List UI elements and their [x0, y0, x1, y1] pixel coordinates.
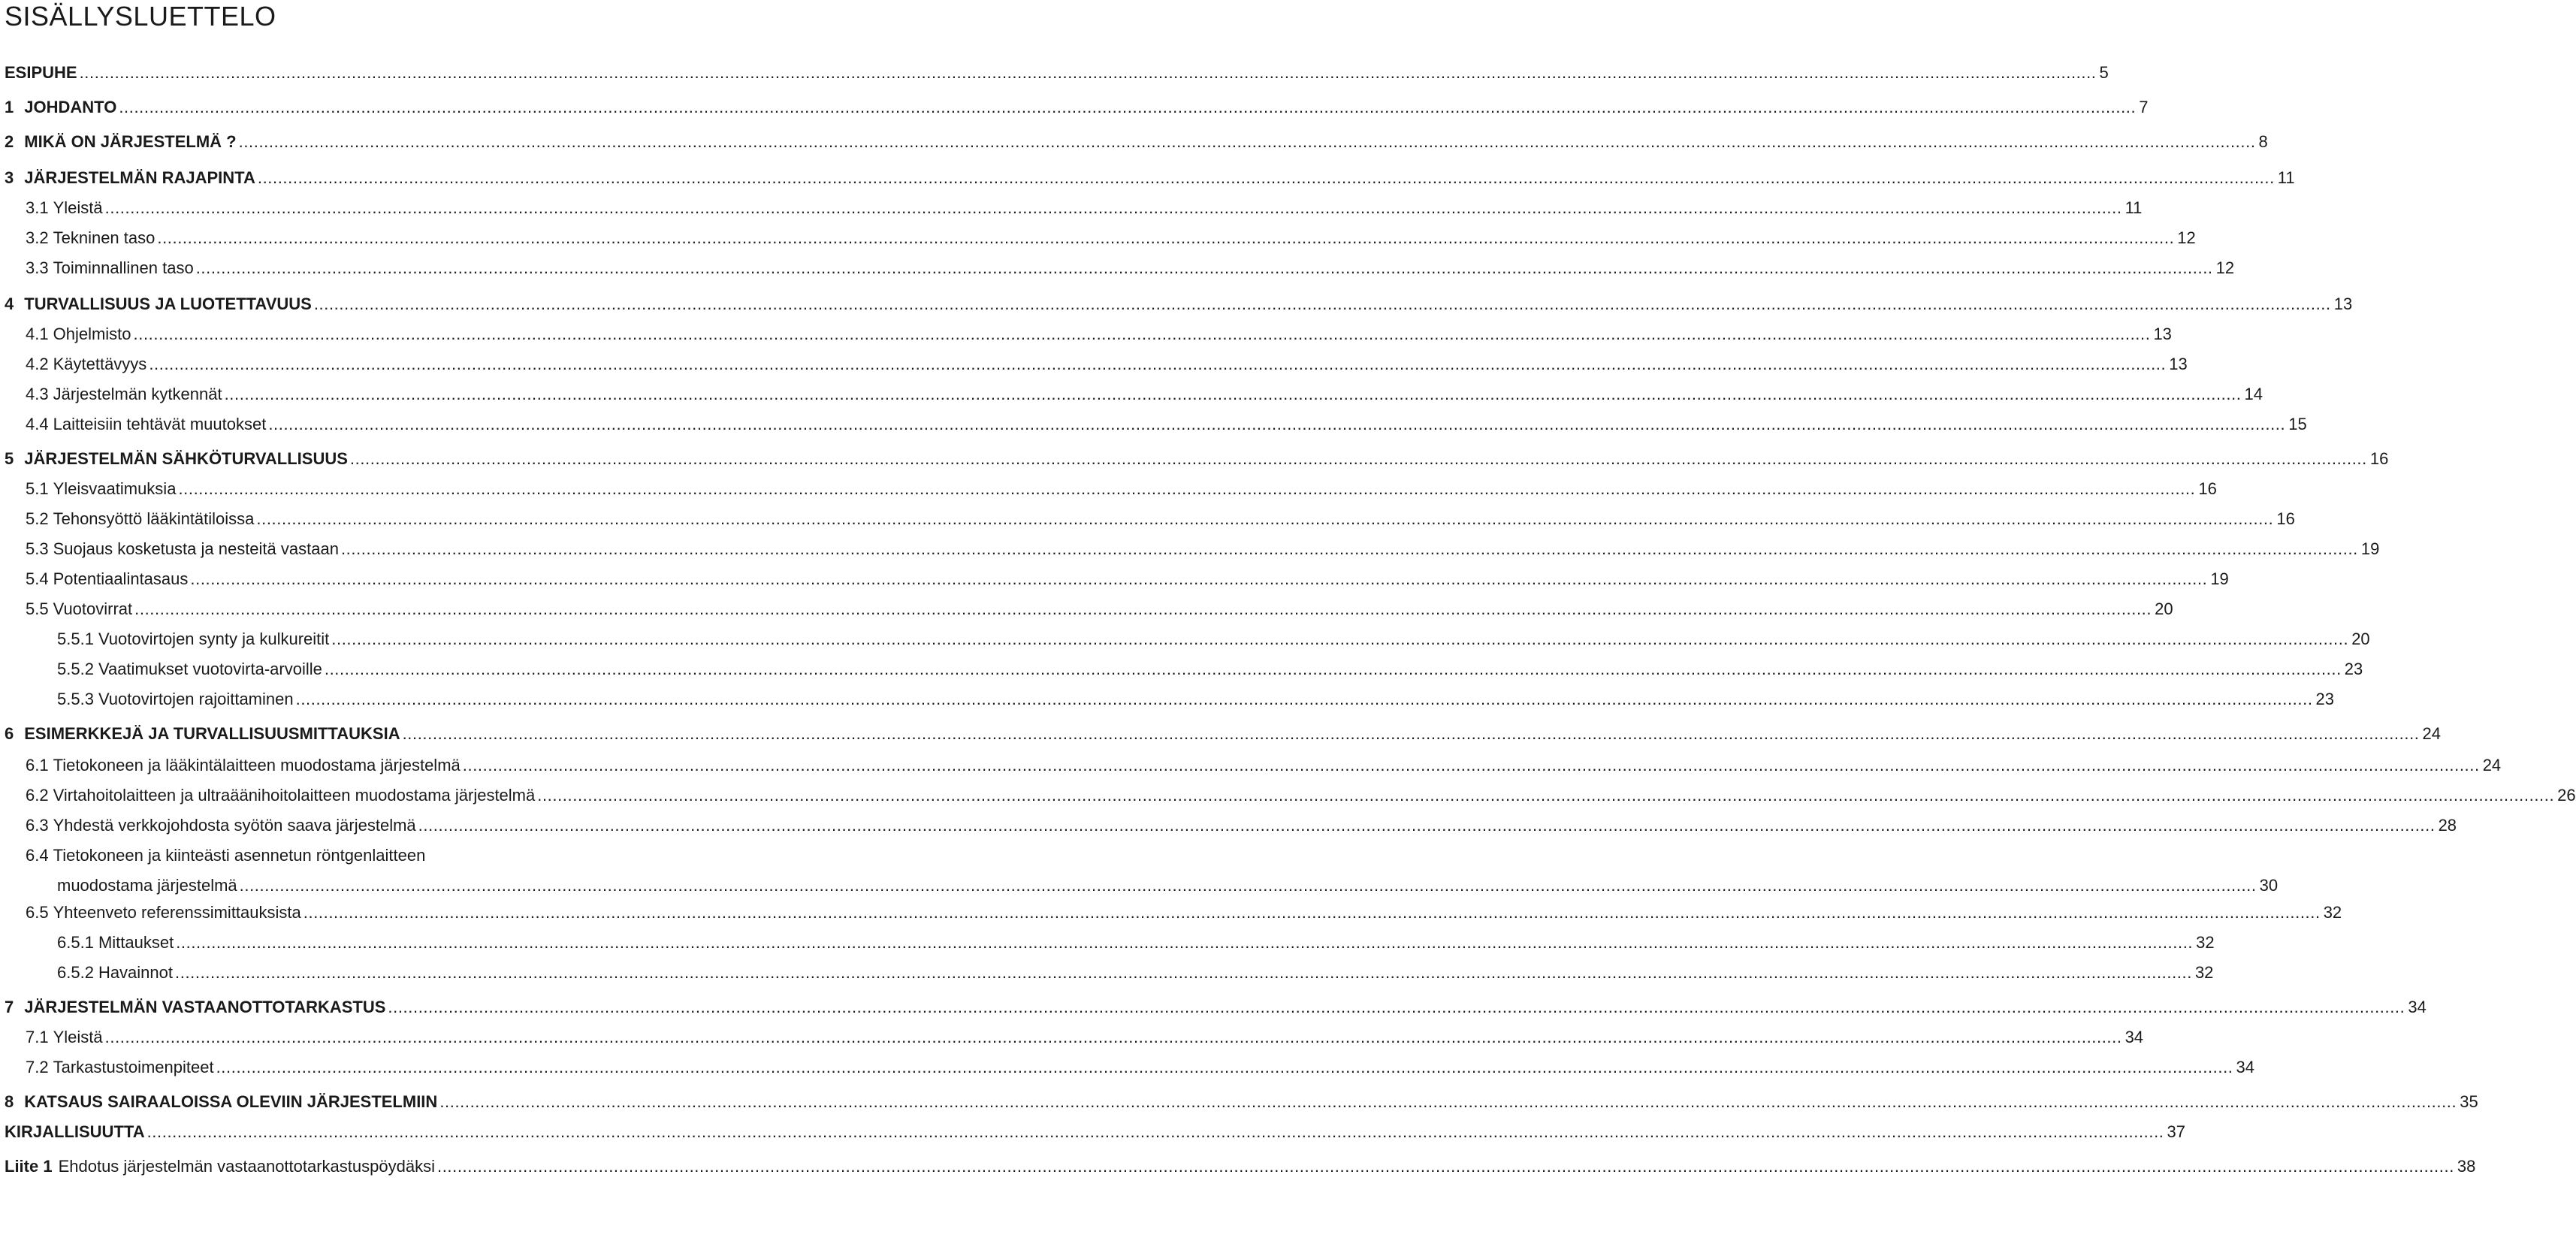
dot-leader: ................................................................................................................................................................................................................................................................................................................................................................................................................ — [175, 963, 2192, 982]
toc-entry-number: 7.2 — [26, 1058, 49, 1076]
toc-entry-number: 5.5.2 — [57, 660, 94, 678]
dot-leader: ................................................................................................................................................................................................................................................................................................................................................................................................................ — [537, 786, 2555, 805]
toc-entry-page: 19 — [2360, 539, 2380, 558]
toc-entry[interactable] — [5, 168, 2295, 188]
toc-entry-page: 16 — [2198, 479, 2217, 498]
dot-leader: ................................................................................................................................................................................................................................................................................................................................................................................................................ — [216, 1058, 2233, 1076]
toc-entry-page: 14 — [2244, 385, 2263, 403]
toc-entry-page: 13 — [2169, 355, 2188, 373]
toc-entry[interactable] — [26, 569, 2229, 589]
toc-entry-title: Ohjelmisto — [53, 325, 131, 343]
toc-entry[interactable] — [26, 903, 2342, 922]
toc-entry[interactable] — [26, 599, 2173, 619]
toc-entry-title: Mittaukset — [98, 933, 174, 952]
toc-entry[interactable] — [26, 1058, 2254, 1077]
dot-leader: ................................................................................................................................................................................................................................................................................................................................................................................................................ — [462, 756, 2480, 774]
dot-leader: ................................................................................................................................................................................................................................................................................................................................................................................................................ — [178, 479, 2196, 498]
toc-entry-title: JÄRJESTELMÄN RAJAPINTA — [24, 168, 255, 187]
toc-entry-page: 24 — [2482, 756, 2502, 774]
toc-entry-page: 12 — [2177, 228, 2196, 247]
toc-entry[interactable] — [57, 963, 2214, 983]
toc-entry-number: 4.4 — [26, 415, 49, 433]
toc-entry-number: 8 — [5, 1092, 14, 1111]
dot-leader: ................................................................................................................................................................................................................................................................................................................................................................................................................ — [190, 569, 2208, 588]
dot-leader: ................................................................................................................................................................................................................................................................................................................................................................................................................ — [134, 599, 2152, 618]
dot-leader: ................................................................................................................................................................................................................................................................................................................................................................................................................ — [104, 198, 2122, 217]
toc-entry-page: 34 — [2408, 998, 2427, 1016]
toc-entry[interactable] — [26, 846, 2279, 895]
toc-entry-page: 20 — [2155, 599, 2173, 618]
toc-entry[interactable] — [5, 294, 2353, 314]
toc-entry-number: 6.5.1 — [57, 933, 94, 952]
toc-entry[interactable] — [5, 132, 2268, 152]
toc-entry-title: Tarkastustoimenpiteet — [53, 1058, 214, 1076]
toc-entry-number: 4 — [5, 294, 14, 313]
toc-entry[interactable] — [26, 479, 2217, 499]
toc-entry-page: 34 — [2125, 1028, 2144, 1046]
toc-entry[interactable] — [26, 786, 2576, 805]
dot-leader: ................................................................................................................................................................................................................................................................................................................................................................................................................ — [303, 903, 2321, 922]
toc-entry[interactable] — [5, 1157, 2476, 1176]
toc-entry-number: 6 — [5, 724, 14, 743]
toc-entry[interactable] — [26, 1028, 2144, 1047]
toc-entry-title: MIKÄ ON JÄRJESTELMÄ ? — [24, 132, 237, 151]
dot-leader: ................................................................................................................................................................................................................................................................................................................................................................................................................ — [313, 294, 2331, 313]
toc-entry[interactable] — [5, 998, 2427, 1017]
toc-entry-title: Vuotovirtojen rajoittaminen — [98, 690, 294, 708]
toc-entry[interactable] — [57, 630, 2370, 649]
toc-entry-title: KIRJALLISUUTTA — [5, 1122, 145, 1141]
page-title: SISÄLLYSLUETTELO — [5, 1, 276, 32]
toc-entry[interactable] — [5, 449, 2389, 469]
toc-entry[interactable] — [26, 198, 2143, 218]
toc-entry-number: 3.1 — [26, 198, 49, 217]
toc-entry-title: Vaatimukset vuotovirta-arvoille — [98, 660, 322, 678]
toc-entry-page: 32 — [2323, 903, 2342, 922]
toc-entry-title: Laitteisiin tehtävät muutokset — [53, 415, 267, 433]
toc-entry-title: Ehdotus järjestelmän vastaanottotarkastuspöydäksi — [58, 1157, 435, 1176]
toc-entry-page: 30 — [2259, 876, 2279, 895]
toc-entry-number: 5.2 — [26, 509, 49, 528]
dot-leader: ................................................................................................................................................................................................................................................................................................................................................................................................................ — [238, 132, 2256, 151]
toc-entry-number: 4.1 — [26, 325, 49, 343]
toc-entry[interactable] — [26, 756, 2502, 775]
toc-entry[interactable] — [5, 724, 2441, 744]
toc-entry-title: ESIPUHE — [5, 63, 77, 82]
toc-entry-title: ESIMERKKEJÄ JA TURVALLISUUSMITTAUKSIA — [24, 724, 400, 743]
toc-entry-title: Toiminnallinen taso — [53, 258, 194, 277]
toc-entry-page: 5 — [2099, 63, 2109, 82]
toc-entry-title: Tietokoneen ja kiinteästi asennetun röntgenlaitteen — [53, 846, 426, 865]
toc-entry[interactable] — [26, 415, 2307, 434]
dot-leader: ................................................................................................................................................................................................................................................................................................................................................................................................................ — [79, 63, 2097, 82]
toc-entry-number: 5.1 — [26, 479, 49, 498]
toc-entry-page: 35 — [2460, 1092, 2478, 1111]
toc-entry-page: 32 — [2196, 933, 2215, 952]
toc-entry-number: 6.5.2 — [57, 963, 94, 982]
dot-leader: ................................................................................................................................................................................................................................................................................................................................................................................................................ — [176, 933, 2194, 952]
toc-entry[interactable] — [57, 933, 2215, 953]
toc-entry-page: 34 — [2236, 1058, 2254, 1076]
toc-entry[interactable] — [5, 1122, 2185, 1142]
toc-entry-number: 3.2 — [26, 228, 49, 247]
toc-entry-title: Virtahoitolaitteen ja ultraäänihoitolaitteen muodostama järjestelmä — [53, 786, 536, 805]
toc-entry-page: 23 — [2344, 660, 2363, 678]
toc-entry[interactable] — [26, 258, 2235, 278]
toc-entry[interactable] — [26, 325, 2172, 344]
toc-entry-number: 5.3 — [26, 539, 49, 558]
toc-entry-number: 5.5.3 — [57, 690, 94, 708]
toc-entry-title: Potentiaalintasaus — [53, 569, 189, 588]
toc-entry-page: 12 — [2215, 258, 2235, 277]
dot-leader: ................................................................................................................................................................................................................................................................................................................................................................................................................ — [149, 355, 2167, 373]
toc-entry-number: 3 — [5, 168, 14, 187]
toc-entry-number: 2 — [5, 132, 14, 151]
toc-entry-title: Järjestelmän kytkennät — [53, 385, 222, 403]
toc-entry-page: 23 — [2315, 690, 2335, 708]
toc-entry-number: 5.4 — [26, 569, 49, 588]
dot-leader: ................................................................................................................................................................................................................................................................................................................................................................................................................ — [224, 385, 2242, 403]
toc-entry-title: Tekninen taso — [53, 228, 156, 247]
dot-leader: ................................................................................................................................................................................................................................................................................................................................................................................................................ — [119, 98, 2137, 116]
toc-entry-title: Havainnot — [98, 963, 174, 982]
toc-entry-title: JÄRJESTELMÄN SÄHKÖTURVALLISUUS — [24, 449, 348, 468]
dot-leader: ................................................................................................................................................................................................................................................................................................................................................................................................................ — [295, 690, 2313, 708]
toc-entry-page: 19 — [2210, 569, 2229, 588]
dot-leader: ................................................................................................................................................................................................................................................................................................................................................................................................................ — [349, 449, 2367, 468]
toc-entry-number: 7.1 — [26, 1028, 49, 1046]
toc-entry-number: 5.5.1 — [57, 630, 94, 648]
toc-entry-number: 6.3 — [26, 816, 49, 835]
toc-entry-title: Yleisvaatimuksia — [53, 479, 177, 498]
toc-entry-title: Tietokoneen ja lääkintälaitteen muodostama järjestelmä — [53, 756, 461, 774]
toc-entry-number: 6.5 — [26, 903, 49, 922]
toc-entry-title: JÄRJESTELMÄN VASTAANOTTOTARKASTUS — [24, 998, 386, 1016]
toc-entry-title: Yleistä — [53, 1028, 103, 1046]
dot-leader: ................................................................................................................................................................................................................................................................................................................................................................................................................ — [133, 325, 2151, 343]
toc-entry[interactable] — [26, 228, 2196, 248]
toc-entry-number: 6.4 — [26, 846, 49, 865]
toc-entry-title: Vuotovirtojen synty ja kulkureitit — [98, 630, 330, 648]
toc-entry-page: 16 — [2369, 449, 2389, 468]
toc-entry-page: 11 — [2277, 168, 2295, 187]
toc-entry[interactable] — [26, 385, 2263, 404]
dot-leader: ................................................................................................................................................................................................................................................................................................................................................................................................................ — [436, 1157, 2454, 1176]
toc-entry-page: 32 — [2194, 963, 2214, 982]
toc-entry-page: 11 — [2125, 198, 2143, 217]
toc-entry-number: Liite 1 — [5, 1157, 53, 1176]
toc-entry[interactable] — [5, 1092, 2478, 1112]
dot-leader: ................................................................................................................................................................................................................................................................................................................................................................................................................ — [268, 415, 2286, 433]
toc-entry-title: Käytettävyys — [53, 355, 147, 373]
dot-leader: ................................................................................................................................................................................................................................................................................................................................................................................................................ — [256, 509, 2274, 528]
toc-entry-page: 8 — [2258, 132, 2268, 151]
dot-leader: ................................................................................................................................................................................................................................................................................................................................................................................................................ — [239, 876, 2257, 895]
toc-entry[interactable] — [26, 816, 2457, 835]
toc-entry[interactable] — [57, 690, 2335, 709]
toc-entry-title: Yhdestä verkkojohdosta syötön saava järjestelmä — [53, 816, 416, 835]
dot-leader: ................................................................................................................................................................................................................................................................................................................................................................................................................ — [331, 630, 2349, 648]
toc-entry-number: 7 — [5, 998, 14, 1016]
toc-entry-page: 20 — [2351, 630, 2370, 648]
toc-entry-page: 7 — [2139, 98, 2149, 116]
toc-entry[interactable] — [26, 509, 2295, 529]
toc-entry-number: 5 — [5, 449, 14, 468]
dot-leader: ................................................................................................................................................................................................................................................................................................................................................................................................................ — [418, 816, 2436, 835]
dot-leader: ................................................................................................................................................................................................................................................................................................................................................................................................................ — [257, 168, 2275, 187]
dot-leader: ................................................................................................................................................................................................................................................................................................................................................................................................................ — [402, 724, 2420, 743]
toc-entry-title: JOHDANTO — [24, 98, 117, 116]
toc-entry-number: 5.5 — [26, 599, 49, 618]
toc-entry-page: 37 — [2167, 1122, 2185, 1141]
toc-entry-number: 4.3 — [26, 385, 49, 403]
toc-entry-page: 16 — [2276, 509, 2295, 528]
toc-entry-number: 6.1 — [26, 756, 49, 774]
toc-entry-title: muodostama järjestelmä — [57, 876, 237, 895]
dot-leader: ................................................................................................................................................................................................................................................................................................................................................................................................................ — [388, 998, 2405, 1016]
toc-entry-page: 24 — [2422, 724, 2441, 743]
toc-entry-page: 13 — [2333, 294, 2353, 313]
dot-leader: ................................................................................................................................................................................................................................................................................................................................................................................................................ — [195, 258, 2213, 277]
dot-leader: ................................................................................................................................................................................................................................................................................................................................................................................................................ — [439, 1092, 2457, 1111]
toc-entry[interactable] — [5, 63, 2109, 83]
toc-entry-title: Yhteenveto referenssimittauksista — [53, 903, 301, 922]
toc-entry-title: Suojaus kosketusta ja nesteitä vastaan — [53, 539, 339, 558]
toc-entry-title: Vuotovirrat — [53, 599, 133, 618]
dot-leader: ................................................................................................................................................................................................................................................................................................................................................................................................................ — [104, 1028, 2122, 1046]
toc-entry-title: KATSAUS SAIRAALOISSA OLEVIIN JÄRJESTELMIIN — [24, 1092, 438, 1111]
toc-entry-number: 3.3 — [26, 258, 49, 277]
toc-entry-page: 26 — [2557, 786, 2576, 805]
toc-entry-page: 38 — [2457, 1157, 2476, 1176]
dot-leader: ................................................................................................................................................................................................................................................................................................................................................................................................................ — [340, 539, 2358, 558]
toc-entry-title: Tehonsyöttö lääkintätiloissa — [53, 509, 255, 528]
toc-entry[interactable] — [26, 355, 2188, 374]
toc-entry[interactable] — [57, 660, 2363, 679]
toc-entry[interactable] — [5, 98, 2149, 117]
dot-leader: ................................................................................................................................................................................................................................................................................................................................................................................................................ — [324, 660, 2342, 678]
dot-leader: ................................................................................................................................................................................................................................................................................................................................................................................................................ — [157, 228, 2175, 247]
toc-entry-page: 28 — [2438, 816, 2457, 835]
toc-entry-page: 15 — [2288, 415, 2307, 433]
toc-entry-number: 4.2 — [26, 355, 49, 373]
toc-entry-number: 6.2 — [26, 786, 49, 805]
toc-entry-title: Yleistä — [53, 198, 103, 217]
toc-entry[interactable] — [26, 539, 2380, 559]
toc-entry-title: TURVALLISUUS JA LUOTETTAVUUS — [24, 294, 312, 313]
toc-entry-page: 13 — [2153, 325, 2172, 343]
dot-leader: ................................................................................................................................................................................................................................................................................................................................................................................................................ — [146, 1122, 2164, 1141]
toc-entry-number: 1 — [5, 98, 14, 116]
